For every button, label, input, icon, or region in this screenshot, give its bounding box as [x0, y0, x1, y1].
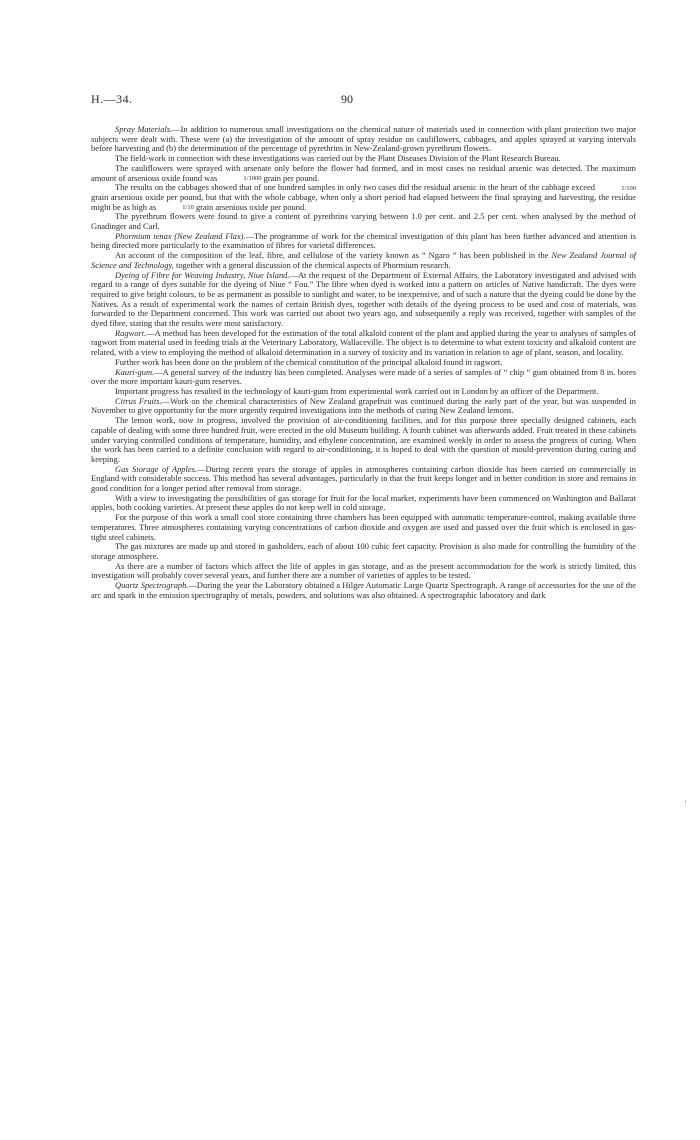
margin-mark: ! — [684, 799, 687, 808]
section-heading: Spray Materials. — [115, 124, 173, 134]
section-heading: Ragwort. — [115, 327, 147, 338]
paragraph-text: —During the year the Laboratory obtained a Hilger Automatic Large Quartz Spectrograph. A range of accessories for the use of the arc and spark in the emission spectrography of metals, powders, and solutions was also obtained. A spectrographic laboratory and dark — [91, 580, 636, 600]
fraction: 1/1000 — [243, 175, 262, 183]
section-heading: Kauri-gum. — [115, 366, 155, 377]
paragraph-text: An account of the composition of the leaf, fibre, and cellulose of the variety known as “ Ngaro ” has been published in the — [115, 250, 549, 261]
paragraph-text: grain arsenious oxide per pound, but that with the whole cabbage, when only a short period had elapsed between the final spraying and harvesting, the residue might be as high as — [91, 191, 636, 212]
journal-title: New Zealand Journal of Science and Technology, — [91, 250, 637, 270]
paragraph-text: together with a general discussion of the chemical aspects of Phormium research. — [175, 259, 451, 270]
paragraph: Important progress has resulted in the technology of kauri-gum from experimental work carried out in London by an officer of the Department. — [115, 385, 599, 396]
paragraph: The gas mixtures are made up and stored in gasholders, each of about 100 cubic feet capacity. Provision is also made for controlling the humidity of the storage atmosphere. — [91, 541, 636, 561]
page-number: 90 — [341, 92, 353, 106]
paragraph-cauliflowers — [91, 164, 636, 183]
paragraph: The pyrethrum flowers were found to give a content of pyrethrins varying between 1.0 per cent. and 2.5 per cent. when analysed by the method of Gnadinger and Carl. — [91, 211, 636, 232]
paragraph-spray-materials — [91, 125, 636, 154]
paragraph-text: —The programme of work for the chemical investigation of this plant has been further advanced and attention is being directed more particularly to the examination of fibres for varietal differences. — [91, 230, 636, 251]
paragraph-text: The results on the cabbages showed that of one hundred samples in only two cases did the residual arsenic in the heart of the cabbage exceed — [115, 182, 595, 193]
paragraph-dyeing — [91, 271, 636, 329]
paragraph: With a view to investigating the possibilities of gas storage for fruit for the local market, experiments have been commenced on Washington and Ballarat apples, both cooking varieties. At present these apples do not keep well in cold storage. — [91, 492, 636, 513]
section-heading: Phormium tenax (New Zealand Flax). — [115, 230, 246, 241]
paragraph-text: grain per pound. — [263, 172, 320, 183]
section-heading: Citrus Fruits. — [115, 395, 162, 406]
paragraph: As there are a number of factors which affect the life of apples in gas storage, and as the present accommodation for the work is strictly limited, this investigation will probably cover several years, and further there are a number of varieties of apples to be tested. — [91, 560, 636, 581]
paragraph-phormium — [91, 232, 636, 251]
page-header — [91, 92, 636, 108]
paragraph-text: —A general survey of the industry has been completed. Analyses were made of a series of samples of “ chip ” gum obtained from 8 in. bores over the more important kauri-gum reserves. — [91, 366, 636, 387]
section-heading: Dyeing of Fibre for Weaving Industry, Niue Island. — [115, 269, 290, 280]
paragraph-ngaro — [91, 251, 636, 270]
paragraph-text: —During recent years the storage of apples in atmospheres containing carbon dioxide has been carried on commercially in England with considerable success. This method has several advantages, particularly in that the fruit keeps longer and in better condition in store and remains in good condition for a longer period after removal from storage. — [91, 463, 637, 494]
section-heading: Quartz Spectrograph. — [115, 580, 189, 591]
paragraph: The field-work in connection with these investigations was carried out by the Plant Diseases Division of the Plant Research Bureau. — [115, 153, 561, 164]
paragraph-text: grain arsenious oxide per pound. — [195, 201, 307, 212]
body-text — [91, 125, 636, 600]
section-heading: Gas Storage of Apples. — [115, 463, 197, 474]
paragraph-text: The cauliflowers were sprayed with arsenate only before the flower had formed, and in most cases no residual arsenic was detected. The maximum amount of arsenious oxide found was — [91, 162, 636, 183]
paragraph-text: —Work on the chemical characteristics of New Zealand grapefruit was continued during the early part of the year, but was suspended in November to give opportunity for the more urgently required investigations into the methods of curing New Zealand lemons. — [91, 395, 636, 416]
paragraph-cabbages — [91, 183, 636, 212]
report-reference: H.—34. — [91, 92, 133, 106]
paragraph: For the purpose of this work a small cool store containing three chambers has been equipped with automatic temperature-control, making available three temperatures. Three atmospheres containing varying concentrations of carbon dioxide and oxygen are used and passed over the fruit which is enclosed in gas-tight steel cabinets. — [91, 512, 636, 542]
fraction: 1/100 — [621, 184, 637, 192]
paragraph-ragwort — [91, 329, 636, 358]
paragraph: The lemon work, now in progress, involved the provision of air-conditioning facilities, and for this purpose three specially designed cabinets, each capable of dealing with some three hundred fruit, were erected in the old Museum building. A fourth cabinet was afterwards added. Fruit treated in these cabinets under varying controlled conditions of temperature, humidity, and ethylene concentration, are examined weekly in order to assess the progress of curing. When the work has been carried to a definite conclusion with regard to air-conditioning, it is hoped to deal with the question of mould-prevention during curing and keeping. — [91, 415, 636, 464]
paragraph-citrus-fruits — [91, 397, 636, 416]
paragraph-quartz-spectrograph — [91, 581, 636, 600]
paragraph: Further work has been done on the problem of the chemical constitution of the principal alkaloid found in ragwort. — [115, 356, 503, 367]
paragraph-text: —In addition to numerous small investigations on the chemical nature of materials used in connection with plant protection two major subjects were dealt with. These were (a) the investigation of the amount of spray residue on cauliflowers, cabbages, and apples sprayed at varying intervals before harvesting and (b) the determination of the percentage of pyrethrins in New-Zealand-grown pyrethrum flowers. — [91, 124, 636, 154]
paragraph-text: —A method has been developed for the estimation of the total alkaloid content of the plant and applied during the year to analyses of samples of ragwort from material used in feeding trials at the Veterinary Laboratory, Wallaceville. The object is to determine to what extent toxicity and alkaloid content are related, with a view to employing the method of alkaloid determination in a survey of toxicity and its variation in relation to age of plant, season, and locality. — [91, 327, 636, 358]
paragraph-kauri-gum — [91, 368, 636, 387]
fraction: 1/10 — [182, 204, 194, 212]
paragraph-text: —At the request of the Department of External Affairs, the Laboratory investigated and advised with regard to a range of dyes suitable for the dyeing of Niue “ Fou.” The fibre when dyed is worked into a pattern on articles of Native handicraft. The dyes were required to give bright colours, to be as permanent as possible to sunlight and water, to be inexpensive, and of such a nature that the dyeing could be done by the Natives. As a result of experimental work the names of certain British dyes, together with details of the dyeing process to be used and cost of materials, was forwarded to the Department concerned. This work was carried out about two years ago, and subsequently a reply was received, together with samples of the dyed fibre, stating that the results were most satisfactory. — [91, 269, 636, 329]
paragraph-gas-storage — [91, 465, 636, 494]
